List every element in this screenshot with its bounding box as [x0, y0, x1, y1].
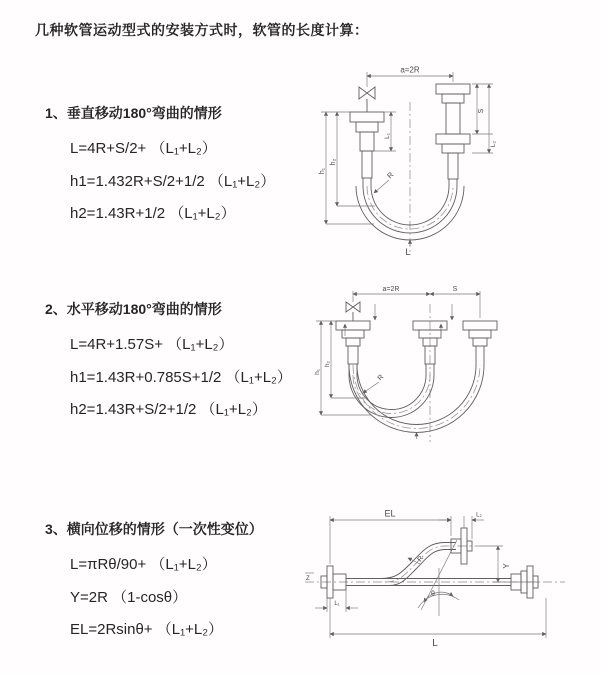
braid-section [348, 346, 358, 364]
dimension-h1-h2 [314, 321, 372, 415]
dimension-y [479, 546, 539, 582]
formula-y: Y=2R （1-cosθ） [70, 588, 188, 606]
svg-text:S: S [478, 108, 485, 114]
radius-callout [363, 374, 385, 393]
page-title: 几种软管运动型式的安装方式时，软管的长度计算： [35, 22, 369, 38]
dimension-l1 [315, 590, 358, 612]
section-2-heading: 2、水平移动180°弯曲的情形 [45, 301, 222, 317]
hose-position-a [349, 375, 434, 418]
svg-text:R: R [416, 554, 426, 564]
dimension-l2 [439, 513, 484, 540]
formula-h1: h1=1.43R+0.785S+1/2 （L₁+L₂） [70, 368, 292, 386]
formula-l: L=πRθ/90+ （L₁+L₂） [70, 556, 217, 573]
section-3-heading: 3、横向位移的情形（一次性变位） [45, 521, 263, 537]
section-3 [45, 519, 263, 647]
formula-el: EL=2Rsinθ+ （L₁+L₂） [70, 621, 224, 638]
svg-text:L: L [405, 247, 411, 258]
right-fitting [463, 321, 497, 365]
svg-text:h₂: h₂ [330, 158, 337, 166]
motion-arrows [345, 304, 452, 336]
svg-text:a=2R: a=2R [382, 286, 400, 293]
length-callout [405, 240, 410, 258]
diagram-vertical-180-bend [295, 56, 545, 261]
svg-text:a=2R: a=2R [400, 65, 420, 75]
section-1-heading: 1、垂直移动180°弯曲的情形 [45, 105, 222, 121]
braid-section [448, 153, 458, 179]
section-1 [45, 103, 275, 231]
svg-text:Z: Z [306, 576, 310, 582]
dimension-l1 [374, 112, 396, 151]
datum-mark [305, 573, 314, 582]
diagram-lateral-displacement [293, 496, 593, 666]
dimension-l [330, 598, 546, 649]
dimension-el [330, 509, 464, 565]
formula-h1: h1=1.432R+S/2+1/2 （L₁+L₂） [70, 172, 276, 190]
formula-l: L=4R+S/2+ （L₁+L₂） [70, 140, 217, 157]
diagram-horizontal-180-bend [298, 280, 583, 465]
dimension-a2r-s [353, 286, 480, 318]
svg-text:θ: θ [431, 591, 435, 598]
svg-text:S: S [452, 286, 458, 293]
braid-section [362, 151, 372, 178]
valve-icon [359, 72, 375, 112]
left-fitting [350, 112, 384, 186]
radius-callout [374, 170, 396, 193]
formula-h2: h2=1.43R+1/2 （L₁+L₂） [70, 205, 236, 222]
formula-l: L=4R+1.57S+ （L₁+L₂） [70, 336, 234, 353]
angle-construction [418, 540, 459, 616]
formula-h2: h2=1.43R+S/2+1/2 （L₁+L₂） [70, 401, 267, 418]
svg-text:EL: EL [384, 508, 396, 519]
svg-text:L₁: L₁ [334, 601, 340, 607]
dimension-a2r [367, 66, 453, 83]
svg-text:L₂: L₂ [476, 512, 482, 519]
svg-text:h₁: h₁ [314, 369, 321, 375]
svg-text:Y: Y [502, 563, 511, 569]
valve-icon [346, 291, 360, 321]
svg-text:h₂: h₂ [324, 360, 331, 368]
svg-text:h₁: h₁ [319, 167, 326, 175]
svg-text:L₁: L₁ [384, 133, 391, 139]
dimension-h1-h2 [319, 112, 375, 224]
svg-text:R: R [385, 170, 396, 181]
section-2 [45, 299, 292, 427]
dimension-s [472, 84, 497, 153]
svg-text:R: R [376, 373, 386, 383]
svg-text:L: L [432, 638, 438, 649]
right-fitting [436, 84, 470, 186]
svg-text:L₂: L₂ [490, 140, 497, 148]
